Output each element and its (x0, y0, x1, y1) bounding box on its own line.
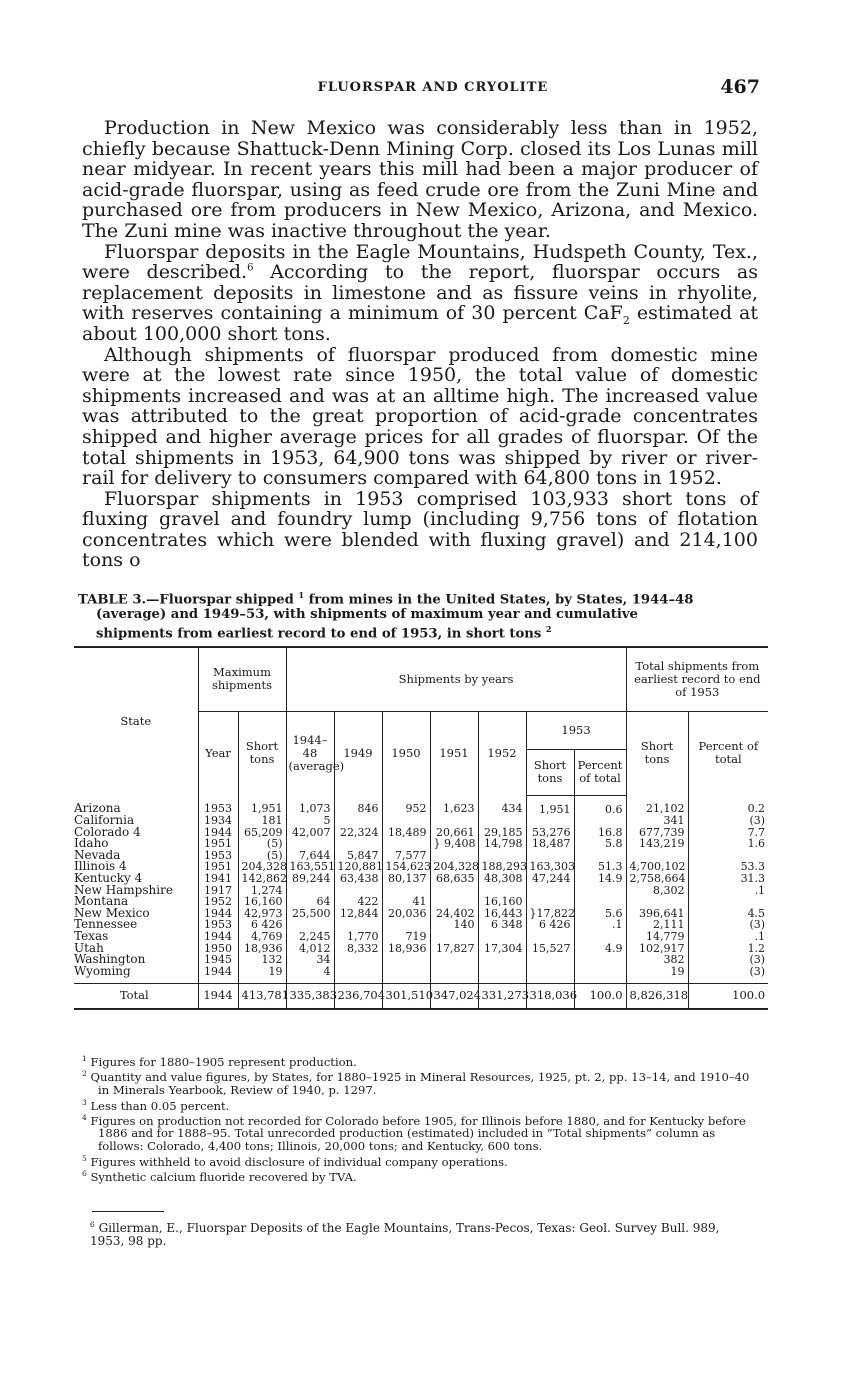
cell-y1951: 1,623 (430, 795, 478, 815)
footnote-1-text: Figures for 1880–1905 represent production. (86, 1054, 357, 1069)
cell-ptotal: 53.3 (688, 861, 768, 873)
cell-y1952: 188,293 (478, 861, 526, 873)
cell-y1952: 48,308 (478, 873, 526, 885)
cell-year: 1944 (198, 931, 238, 943)
cell-y1950: 7,577 (382, 850, 430, 862)
cell-p1953: 16.8 (574, 827, 626, 839)
cell-avg: 4,012 (286, 943, 334, 955)
cell-year: 1934 (198, 815, 238, 827)
cell-s1953: 6 426 (526, 919, 574, 931)
cell-y1951 (430, 931, 478, 943)
table-caption (78, 588, 754, 642)
data-table (74, 646, 768, 1010)
cell-y1949: 8,332 (334, 943, 382, 955)
table-caption-line-3 (78, 622, 754, 641)
cell-y1949: 63,438 (334, 873, 382, 885)
table-row (74, 815, 768, 827)
cell-ptotal: .1 (688, 931, 768, 943)
cell-year: 1953 (198, 795, 238, 815)
cell-p1953: 4.9 (574, 943, 626, 955)
cell-year: 1945 (198, 954, 238, 966)
cell-total: 143,219 (626, 838, 688, 850)
cell-y1951: 24,402 (430, 908, 478, 920)
footnote-6-text: Synthetic calcium fluoride recovered by TVA. (86, 1169, 357, 1184)
col-header-1953-short-tons: Short tons (526, 749, 574, 795)
running-title: FLUORSPAR AND CRYOLITE (317, 80, 549, 95)
col-header-1950: 1950 (382, 711, 430, 795)
cell-y1951: 204,328 (430, 861, 478, 873)
cell-total: 102,917 (626, 943, 688, 955)
col-header-1951: 1951 (430, 711, 478, 795)
cell-p1953: 5.6 (574, 908, 626, 920)
table-total-row (74, 984, 768, 1009)
cell-max: 65,209 (238, 827, 286, 839)
cell-state: Total (74, 984, 198, 1009)
cell-year: 1944 (198, 984, 238, 1009)
cell-y1949: 236,704 (334, 984, 382, 1009)
cell-year: 1950 (198, 943, 238, 955)
footnote-5-text: Figures withheld to avoid disclosure of individual company operations. (86, 1154, 508, 1169)
footnote-2-text: Quantity and value figures, by States, for 1880–1925 in Mineral Resources, 1925, pt. 2, pp. 13–14, and 1910–40 in Minerals Yearbook, Review of 1940, p. 1297. (86, 1070, 750, 1097)
table-caption-line-2: (average) and 1949–53, with shipments of maximum year and cumulative (96, 607, 638, 623)
cell-max: 6 426 (238, 919, 286, 931)
paragraph-2 (82, 242, 758, 345)
cell-avg: 5 (286, 815, 334, 827)
cell-y1951: } 9,408 (430, 838, 478, 850)
cell-total: 8,826,318 (626, 984, 688, 1009)
cell-avg: 64 (286, 896, 334, 908)
footnote-4-ref: 4 (82, 1112, 87, 1122)
cell-ptotal: (3) (688, 815, 768, 827)
col-header-1953-percent: Percent of total (574, 749, 626, 795)
cell-y1949: 846 (334, 795, 382, 815)
cell-state: New Mexico (74, 905, 150, 920)
cell-avg: 163,551 (286, 861, 334, 873)
cell-state: Texas (74, 929, 109, 944)
fluorspar-table (74, 646, 768, 1010)
cell-max: 181 (238, 815, 286, 827)
cell-y1950 (382, 954, 430, 966)
cell-max: 19 (238, 966, 286, 984)
cell-ptotal: 31.3 (688, 873, 768, 885)
col-group-maximum: Maximum shipments (198, 647, 286, 711)
cell-s1953: 1,951 (526, 795, 574, 815)
cell-total: 382 (626, 954, 688, 966)
cell-state: California (74, 813, 135, 828)
cell-total: 4,700,102 (626, 861, 688, 873)
footnote-4 (82, 1112, 762, 1153)
cell-ptotal: 1.2 (688, 943, 768, 955)
cell-y1951 (430, 954, 478, 966)
table-caption-label: TABLE 3.— (78, 592, 160, 608)
cell-y1950 (382, 966, 430, 984)
cell-y1952 (478, 966, 526, 984)
cell-p1953 (574, 954, 626, 966)
cell-y1951: 17,827 (430, 943, 478, 955)
cell-p1953 (574, 815, 626, 827)
cell-y1950: 18,936 (382, 943, 430, 955)
col-header-1949: 1949 (334, 711, 382, 795)
cell-state: Utah (74, 940, 104, 955)
cell-y1950: 80,137 (382, 873, 430, 885)
footnote-divider (92, 1211, 164, 1212)
cell-total: 341 (626, 815, 688, 827)
footnote-2 (82, 1068, 762, 1096)
col-header-total-short-tons: Short tons (626, 711, 688, 795)
table-row (74, 954, 768, 966)
cell-max: 204,328 (238, 861, 286, 873)
footnote-1 (82, 1053, 762, 1068)
cell-avg: 7,644 (286, 850, 334, 862)
cell-y1952 (478, 815, 526, 827)
cell-y1950: 41 (382, 896, 430, 908)
cell-s1953 (526, 931, 574, 943)
cell-total: 677,739 (626, 827, 688, 839)
cell-year: 1951 (198, 838, 238, 850)
cell-year: 1944 (198, 908, 238, 920)
cell-year: 1953 (198, 919, 238, 931)
cell-total: 2,111 (626, 919, 688, 931)
col-header-1952: 1952 (478, 711, 526, 795)
col-header-1953: 1953 (526, 711, 626, 749)
paragraph-3: Although shipments of fluorspar produced from domestic mine were at the lowest rate since 1950, the total value of domestic shipments increased and was at an alltime high. The increased value was attributed to the great proportion of acid-grade concentrates shipped and higher average prices for all grades of fluorspar. Of the total shipments in 1953, 64,900 tons was shipped by river or river-rail for delivery to consumers compared with 64,800 tons in 1952. (82, 343, 758, 490)
page-footnote-6 (90, 1218, 756, 1248)
cell-y1952: 434 (478, 795, 526, 815)
cell-ptotal: .1 (688, 885, 768, 897)
cell-ptotal: (3) (688, 954, 768, 966)
subscript-2: 2 (622, 314, 630, 328)
cell-p1953 (574, 966, 626, 984)
paragraph-2-part-c: estimated at about 100,000 short tons. (82, 302, 758, 345)
cell-total: 14,779 (626, 931, 688, 943)
cell-year: 1917 (198, 885, 238, 897)
cell-p1953: 14.9 (574, 873, 626, 885)
cell-y1951 (430, 885, 478, 897)
cell-state: Washington (74, 952, 146, 967)
cell-total: 19 (626, 966, 688, 984)
cell-total: 21,102 (626, 795, 688, 815)
cell-year: 1944 (198, 827, 238, 839)
cell-avg: 2,245 (286, 931, 334, 943)
col-header-max-short-tons: Short tons (238, 711, 286, 795)
footnote-5-ref: 5 (82, 1153, 87, 1163)
cell-max: 1,274 (238, 885, 286, 897)
page-footnote-ref: 6 (90, 1220, 95, 1229)
cell-state: Arizona (74, 801, 121, 816)
table-caption-line-3-text: shipments from earliest record to end of 1953, in short tons (96, 626, 546, 642)
cell-s1953: 318,036 (526, 984, 574, 1009)
body-text (82, 118, 758, 571)
cell-y1949 (334, 815, 382, 827)
table-row (74, 966, 768, 984)
cell-y1952: 29,185 (478, 827, 526, 839)
cell-s1953 (526, 885, 574, 897)
cell-ptotal: (3) (688, 966, 768, 984)
paragraph-2-part-a: Fluorspar deposits in the Eagle Mountains, Hudspeth County, Tex., were described. (82, 240, 758, 284)
cell-year: 1941 (198, 873, 238, 885)
col-header-1944-48: 1944–48 (average) (286, 711, 334, 795)
cell-state: Nevada (74, 847, 121, 862)
cell-state: Tennessee (74, 917, 138, 932)
cell-avg: 25,500 (286, 908, 334, 920)
footnote-3 (82, 1097, 762, 1112)
cell-p1953: 0.6 (574, 795, 626, 815)
cell-p1953: 51.3 (574, 861, 626, 873)
cell-y1950: 719 (382, 931, 430, 943)
running-head (0, 76, 864, 104)
cell-s1953 (526, 966, 574, 984)
cell-y1952: 16,160 (478, 896, 526, 908)
cell-y1949: 22,324 (334, 827, 382, 839)
cell-p1953: 5.8 (574, 838, 626, 850)
cell-y1950: 154,623 (382, 861, 430, 873)
cell-p1953: .1 (574, 919, 626, 931)
cell-y1950: 18,489 (382, 827, 430, 839)
cell-y1951: 140 (430, 919, 478, 931)
cell-y1950: 301,510 (382, 984, 430, 1009)
cell-max: 18,936 (238, 943, 286, 955)
cell-year: 1951 (198, 861, 238, 873)
col-header-total-percent: Percent of total (688, 711, 768, 795)
footnote-6-ref: 6 (82, 1169, 87, 1179)
cell-y1949: 120,881 (334, 861, 382, 873)
paragraph-2-part-b: According to the report, fluorspar occurs as replacement deposits in limestone and as fissure veins in rhyolite, with reserves containing a minimum of 30 percent CaF (82, 261, 758, 325)
table-row (74, 931, 768, 943)
cell-total: 2,758,664 (626, 873, 688, 885)
cell-avg: 89,244 (286, 873, 334, 885)
cell-y1952 (478, 931, 526, 943)
cell-year: 1952 (198, 896, 238, 908)
cell-y1951 (430, 815, 478, 827)
table-caption-text-a: Fluorspar shipped (159, 592, 299, 608)
table-body (74, 795, 768, 1009)
cell-y1952: 16,443 (478, 908, 526, 920)
col-group-years: Shipments by years (286, 647, 626, 711)
footnote-4-text: Figures on production not recorded for Colorado before 1905, for Illinois before 1880, and for Kentucky before 1886 and for 1888–95. Total unrecorded production (estimated) included in “Total shipments” column as follows: Colorado, 4,400 tons; Illinois, 20,000 tons; and Kentucky, 600 tons. (86, 1113, 746, 1153)
cell-s1953 (526, 815, 574, 827)
cell-s1953: 53,276 (526, 827, 574, 839)
cell-max: 132 (238, 954, 286, 966)
table-caption-text-b: from mines in the United States, by States, 1944–48 (304, 592, 694, 608)
cell-max: 413,781 (238, 984, 286, 1009)
cell-avg: 1,073 (286, 795, 334, 815)
cell-y1952: 17,304 (478, 943, 526, 955)
cell-y1952: 14,798 (478, 838, 526, 850)
col-group-total: Total shipments from earliest record to end of 1953 (626, 647, 768, 711)
cell-max: 142,862 (238, 873, 286, 885)
paragraph-1: Production in New Mexico was considerably less than in 1952, chiefly because Shattuck-Denn Mining Corp. closed its Los Lunas mill near midyear. In recent years this mill had been a major producer of acid-grade fluorspar, using as feed crude ore from the Zuni Mine and purchased ore from producers in New Mexico, Arizona, and Mexico. The Zuni mine was inactive throughout the year. (82, 117, 758, 242)
cell-avg: 34 (286, 954, 334, 966)
cell-y1952: 331,273 (478, 984, 526, 1009)
cell-ptotal: (3) (688, 919, 768, 931)
page-footnote-text: Gillerman, E., Fluorspar Deposits of the Eagle Mountains, Trans-Pecos, Texas: Geol. Survey Bull. 989, 1953, 98 pp. (90, 1221, 720, 1248)
cell-s1953: 15,527 (526, 943, 574, 955)
cell-max: 4,769 (238, 931, 286, 943)
cell-y1950: 952 (382, 795, 430, 815)
cell-avg: 335,383 (286, 984, 334, 1009)
cell-year: 1953 (198, 850, 238, 862)
cell-max: 16,160 (238, 896, 286, 908)
table-caption-ref-1: 1 (298, 590, 305, 600)
cell-y1949: 12,844 (334, 908, 382, 920)
cell-y1949 (334, 954, 382, 966)
cell-p1953 (574, 885, 626, 897)
footnote-5 (82, 1153, 762, 1168)
cell-avg: 4 (286, 966, 334, 984)
cell-state: New Hampshire (74, 882, 173, 897)
col-header-state: State (74, 647, 198, 795)
cell-y1951: 20,661 (430, 827, 478, 839)
cell-y1950: 20,036 (382, 908, 430, 920)
cell-y1951: 347,024 (430, 984, 478, 1009)
cell-state: Kentucky 4 (74, 871, 143, 886)
cell-total: 8,302 (626, 885, 688, 897)
cell-y1949: 1,770 (334, 931, 382, 943)
cell-state: Illinois 4 (74, 859, 127, 874)
col-header-year: Year (198, 711, 238, 795)
paragraph-4: Fluorspar shipments in 1953 comprised 103,933 short tons of fluxing gravel and foundry lump (including 9,756 tons of flotation concentrates which were blended with fluxing gravel) and 214,100 tons o (82, 487, 758, 572)
page-footnote (90, 1218, 756, 1248)
table-footnotes (82, 1053, 762, 1184)
cell-ptotal: 4.5 (688, 908, 768, 920)
cell-y1949 (334, 966, 382, 984)
cell-state: Colorado 4 (74, 824, 141, 839)
cell-y1951 (430, 966, 478, 984)
table-row (74, 795, 768, 815)
cell-ptotal: 100.0 (688, 984, 768, 1009)
cell-year: 1944 (198, 966, 238, 984)
footnote-3-text: Less than 0.05 percent. (86, 1098, 230, 1113)
cell-s1953: 163,303 (526, 861, 574, 873)
cell-state: Wyoming (74, 963, 131, 978)
footnote-2-ref: 2 (82, 1069, 87, 1079)
cell-s1953 (526, 954, 574, 966)
cell-max: 1,951 (238, 795, 286, 815)
cell-y1952 (478, 954, 526, 966)
cell-y1950 (382, 815, 430, 827)
footnote-6 (82, 1168, 762, 1183)
cell-p1953: 100.0 (574, 984, 626, 1009)
cell-ptotal: 7.7 (688, 827, 768, 839)
cell-state: Idaho (74, 836, 109, 851)
cell-max: (5) (238, 850, 286, 862)
footnote-1-ref: 1 (82, 1054, 87, 1063)
cell-p1953 (574, 931, 626, 943)
cell-max: 42,973 (238, 908, 286, 920)
cell-y1949: 422 (334, 896, 382, 908)
table-caption-ref-2: 2 (545, 624, 552, 635)
footnote-3-ref: 3 (82, 1097, 87, 1107)
cell-state: Montana (74, 894, 129, 909)
cell-y1949: 5,847 (334, 850, 382, 862)
cell-ptotal: 1.6 (688, 838, 768, 850)
cell-s1953: 47,244 (526, 873, 574, 885)
cell-avg: 42,007 (286, 827, 334, 839)
table-row (74, 873, 768, 885)
cell-y1951: 68,635 (430, 873, 478, 885)
cell-max: (5) (238, 838, 286, 850)
cell-y1952: 6 348 (478, 919, 526, 931)
page-number: 467 (720, 76, 760, 98)
cell-ptotal: 0.2 (688, 795, 768, 815)
cell-total: 396,641 (626, 908, 688, 920)
footnote-ref-6: 6 (247, 262, 254, 274)
cell-s1953: }17,822 (526, 908, 574, 920)
cell-s1953: 18,487 (526, 838, 574, 850)
